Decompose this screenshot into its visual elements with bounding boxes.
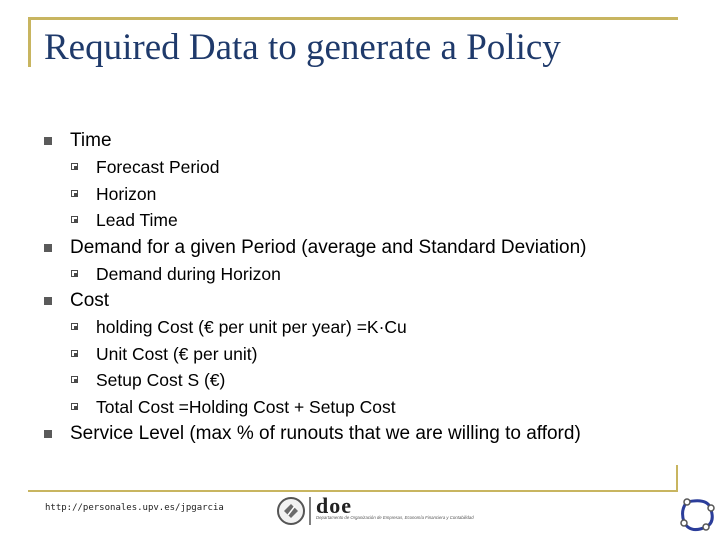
bullet-list: [44, 127, 704, 447]
sub-bullet-text: Horizon: [96, 183, 157, 204]
corner-decoration: [676, 494, 718, 536]
sub-bullet-item: [44, 314, 704, 341]
square-bullet-icon: [44, 297, 52, 305]
logo-subtitle: Departamento de Organización de Empresas, Economía Financiera y Contabilidad: [316, 515, 474, 520]
doe-logo: [276, 494, 516, 528]
hollow-square-bullet-icon: [71, 190, 78, 197]
sub-bullet-item: [44, 341, 704, 368]
hollow-square-bullet-icon: [71, 163, 78, 170]
hollow-square-bullet-icon: [71, 270, 78, 277]
bullet-item: [44, 287, 704, 314]
title-frame-left: [28, 17, 31, 67]
bullet-item: [44, 420, 704, 447]
hollow-square-bullet-icon: [71, 403, 78, 410]
bullet-item: [44, 234, 704, 261]
hollow-square-bullet-icon: [71, 323, 78, 330]
sub-bullet-item: [44, 154, 704, 181]
bullet-text: Demand for a given Period (average and Standard Deviation): [70, 236, 587, 258]
footer-divider: [28, 490, 678, 492]
slide-title: Required Data to generate a Policy: [44, 27, 561, 68]
sub-bullet-item: [44, 207, 704, 234]
footer-url[interactable]: http://personales.upv.es/jpgarcia: [45, 503, 224, 513]
square-bullet-icon: [44, 244, 52, 252]
bullet-text: Time: [70, 130, 112, 151]
sub-bullet-text: Unit Cost (€ per unit): [96, 343, 258, 364]
sub-bullet-text: Lead Time: [96, 210, 178, 230]
doe-logo-icon: [276, 494, 516, 528]
title-frame-top: [28, 17, 678, 20]
sub-bullet-item: [44, 367, 704, 394]
hollow-square-bullet-icon: [71, 216, 78, 223]
footer-divider-vertical: [676, 465, 678, 492]
bullet-text: Service Level (max % of runouts that we are willing to afford): [70, 423, 581, 444]
sub-bullet-text: Demand during Horizon: [96, 263, 281, 284]
square-bullet-icon: [44, 430, 52, 438]
hollow-square-bullet-icon: [71, 350, 78, 357]
sub-bullet-text: holding Cost (€ per unit per year) =K·Cu: [96, 317, 407, 337]
sub-bullet-item: [44, 394, 704, 421]
sub-bullet-item: [44, 261, 704, 288]
sub-bullet-text: Forecast Period: [96, 157, 220, 177]
square-bullet-icon: [44, 137, 52, 145]
hollow-square-bullet-icon: [71, 376, 78, 383]
sub-bullet-text: Setup Cost S (€): [96, 370, 226, 390]
bullet-item: [44, 127, 704, 154]
svg-text:doe: doe: [316, 494, 352, 518]
sub-bullet-item: [44, 181, 704, 208]
bullet-text: Cost: [70, 290, 110, 311]
network-nodes-icon: [676, 494, 718, 536]
sub-bullet-text: Total Cost =Holding Cost + Setup Cost: [96, 396, 396, 417]
